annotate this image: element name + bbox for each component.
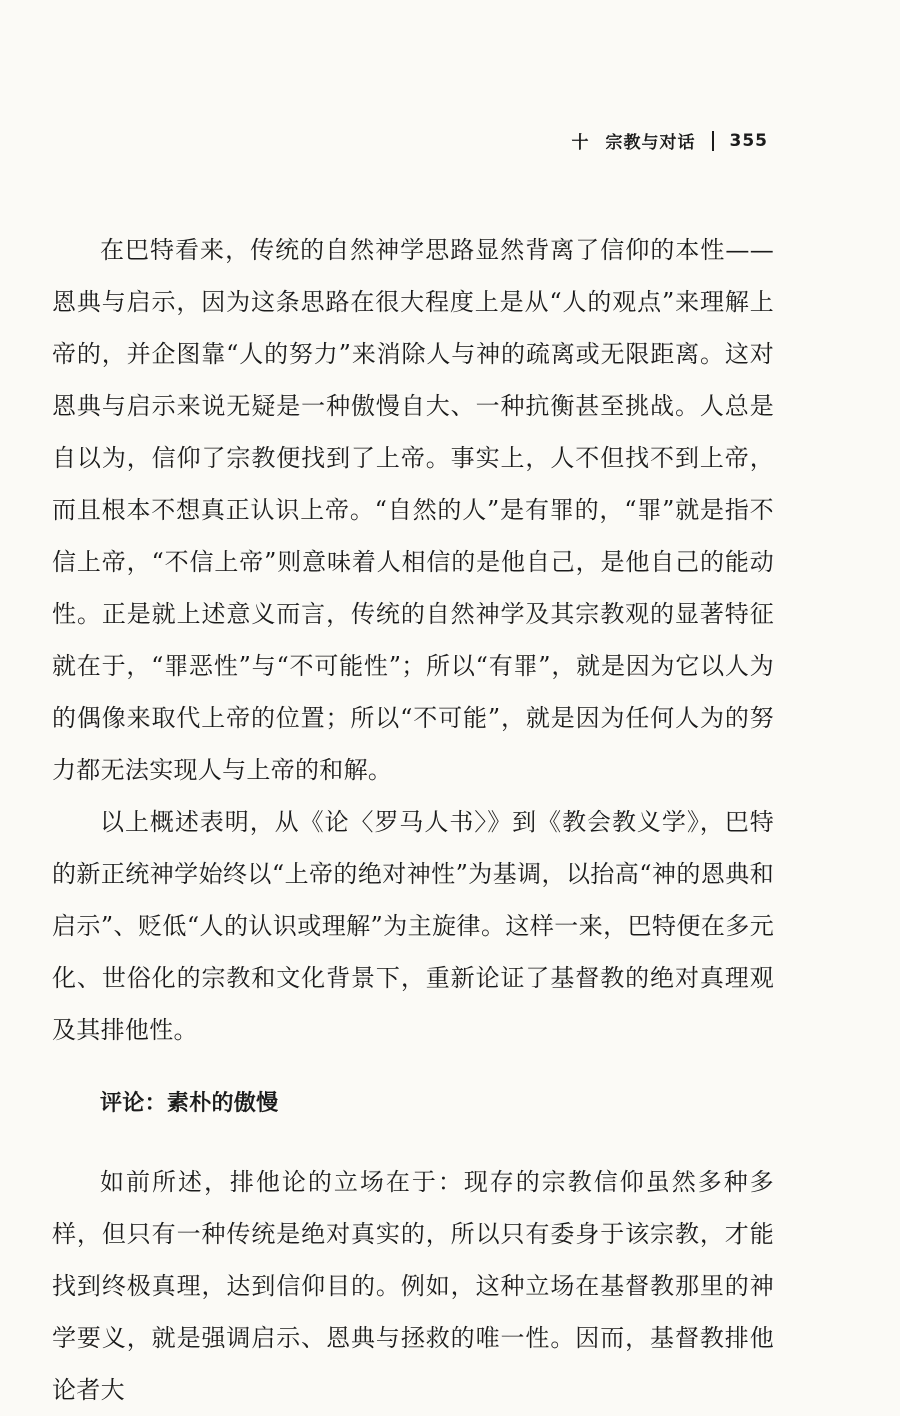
- body-text: [52, 224, 774, 1416]
- paragraph: 以上概述表明，从《论〈罗马人书〉》到《教会教义学》，巴特的新正统神学始终以“上帝的绝对神性”为基调，以抬高“神的恩典和启示”、贬低“人的认识或理解”为主旋律。这样一来，巴特便在多元化、世俗化的宗教和文化背景下，重新论证了基督教的绝对真理观及其排他性。: [52, 808, 774, 1044]
- page-number: 355: [729, 130, 768, 151]
- running-header: [572, 128, 769, 153]
- section-heading: 评论：素朴的傲慢: [100, 1091, 279, 1116]
- paragraph: 如前所述，排他论的立场在于：现存的宗教信仰虽然多种多样，但只有一种传统是绝对真实的，所以只有委身于该宗教，才能找到终极真理，达到信仰目的。例如，这种立场在基督教那里的神学要义，就是强调启示、恩典与拯救的唯一性。因而，基督教排他论者大: [52, 1168, 774, 1404]
- paragraph: 在巴特看来，传统的自然神学思路显然背离了信仰的本性——恩典与启示，因为这条思路在很大程度上是从“人的观点”来理解上帝的，并企图靠“人的努力”来消除人与神的疏离或无限距离。这对恩典与启示来说无疑是一种傲慢自大、一种抗衡甚至挑战。人总是自以为，信仰了宗教便找到了上帝。事实上，人不但找不到上帝，而且根本不想真正认识上帝。“自然的人”是有罪的，“罪”就是指不信上帝，“不信上帝”则意味着人相信的是他自己，是他自己的能动性。正是就上述意义而言，传统的自然神学及其宗教观的显著特征就在于，“罪恶性”与“不可能性”；所以“有罪”，就是因为它以人为的偶像来取代上帝的位置；所以“不可能”，就是因为任何人为的努力都无法实现人与上帝的和解。: [52, 236, 774, 784]
- chapter-number: 十: [571, 133, 590, 153]
- header-divider: [712, 131, 714, 151]
- chapter-title: 宗教与对话: [605, 133, 696, 153]
